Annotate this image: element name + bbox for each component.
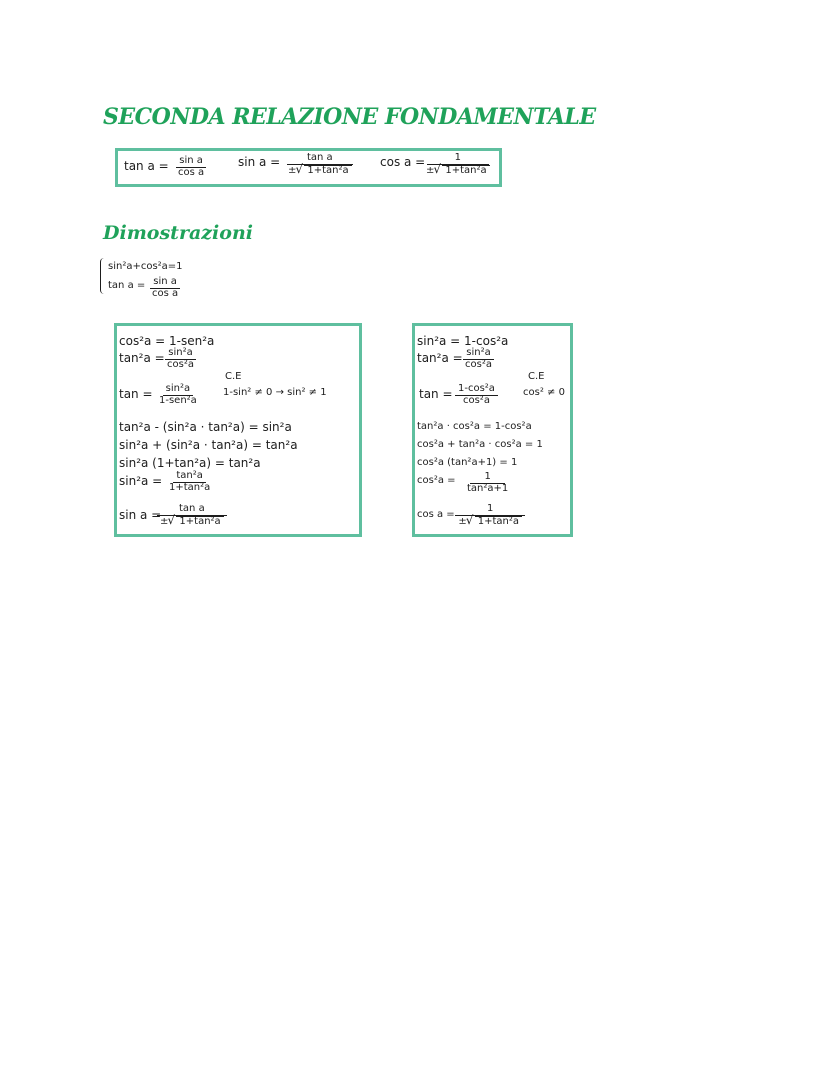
left-line-2-fraction	[165, 348, 196, 370]
right-line-3-numerator: 1-cos²a	[455, 384, 498, 396]
sin-formula-denominator: √ 1+tan²a	[304, 165, 351, 177]
right-line-4: tan²a · cos²a = 1-cos²a	[417, 421, 532, 432]
left-line-3-fraction	[157, 384, 199, 406]
sin-derivation-box	[114, 323, 362, 537]
system-line-2-fraction	[150, 277, 180, 299]
plus-minus-sign: ±	[426, 164, 435, 176]
plus-minus-sign: ±	[288, 164, 297, 176]
left-line-2-numerator: sin²a	[165, 348, 195, 360]
left-line-8-numerator: tan a	[157, 504, 227, 516]
right-line-6: cos²a (tan²a+1) = 1	[417, 457, 518, 468]
right-line-2-fraction	[463, 348, 494, 370]
right-line-7-fraction	[465, 472, 510, 494]
right-line-7-numerator: 1	[470, 472, 504, 484]
left-line-2-lhs: tan²a =	[119, 351, 165, 365]
cos-derivation-box	[412, 323, 573, 537]
left-line-7-fraction	[167, 471, 212, 493]
system-line-1: sin²a+cos²a=1	[108, 261, 183, 272]
section-heading: Dimostrazioni	[103, 222, 253, 244]
plus-minus-sign: ±	[458, 515, 467, 527]
left-line-7-lhs: sin²a =	[119, 474, 163, 488]
system-line-2-lhs: tan a =	[108, 280, 146, 291]
tan-formula-fraction	[176, 156, 206, 178]
left-line-4: tan²a - (sin²a · tan²a) = sin²a	[119, 420, 292, 434]
right-line-8-lhs: cos a =	[417, 509, 455, 520]
left-line-3-denominator: 1-sen²a	[159, 394, 197, 406]
left-line-5: sin²a + (sin²a · tan²a) = tan²a	[119, 438, 298, 452]
cos-formula-fraction	[424, 153, 492, 176]
right-existence-condition: cos² ≠ 0	[523, 387, 565, 398]
left-existence-condition: 1-sin² ≠ 0 → sin² ≠ 1	[223, 387, 327, 398]
left-line-6: sin²a (1+tan²a) = tan²a	[119, 456, 261, 470]
right-line-3-lhs: tan =	[419, 387, 453, 401]
right-line-7-lhs: cos²a =	[417, 475, 456, 486]
cos-formula-numerator: 1	[427, 153, 489, 165]
sin-formula-fraction	[286, 153, 354, 176]
tan-formula-lhs: tan a =	[124, 159, 169, 173]
right-line-2-numerator: sin²a	[463, 348, 493, 360]
system-numerator: sin a	[150, 277, 180, 289]
sin-formula-numerator: tan a	[287, 153, 353, 165]
cos-formula-denominator: √ 1+tan²a	[442, 165, 489, 177]
system-denominator: cos a	[152, 287, 179, 299]
right-line-2-lhs: tan²a =	[417, 351, 463, 365]
formula-summary-box	[115, 148, 502, 187]
left-line-8-fraction	[157, 504, 227, 527]
right-line-8-fraction	[455, 504, 525, 527]
left-line-3-numerator: sin²a	[163, 384, 193, 396]
right-line-3-denominator: cos²a	[462, 394, 490, 406]
right-line-3-fraction	[455, 384, 498, 406]
left-line-1: cos²a = 1-sen²a	[119, 334, 215, 348]
right-line-8-numerator: 1	[455, 504, 525, 516]
left-line-8-lhs: sin a =	[119, 508, 162, 522]
tan-formula-denominator: cos a	[178, 166, 205, 178]
left-line-3-lhs: tan =	[119, 387, 153, 401]
right-line-1: sin²a = 1-cos²a	[417, 334, 509, 348]
right-line-5: cos²a + tan²a · cos²a = 1	[417, 439, 543, 450]
right-line-7-denominator: tan²a+1	[467, 482, 509, 494]
page-title: SECONDA RELAZIONE FONDAMENTALE	[103, 104, 596, 130]
left-line-2-denominator: cos²a	[167, 358, 194, 370]
cos-formula-lhs: cos a =	[380, 155, 426, 169]
sin-formula-lhs: sin a =	[238, 155, 281, 169]
left-line-7-numerator: tan²a	[173, 471, 206, 483]
right-ce-label: C.E	[528, 371, 545, 382]
right-line-8-denominator: √ 1+tan²a	[475, 516, 522, 528]
left-line-8-denominator: √ 1+tan²a	[176, 516, 223, 528]
plus-minus-sign: ±	[160, 515, 169, 527]
left-ce-label: C.E	[225, 371, 242, 382]
system-brace	[100, 258, 107, 294]
left-line-7-denominator: 1+tan²a	[169, 481, 211, 493]
tan-formula-numerator: sin a	[176, 156, 206, 168]
right-line-2-denominator: cos²a	[465, 358, 492, 370]
